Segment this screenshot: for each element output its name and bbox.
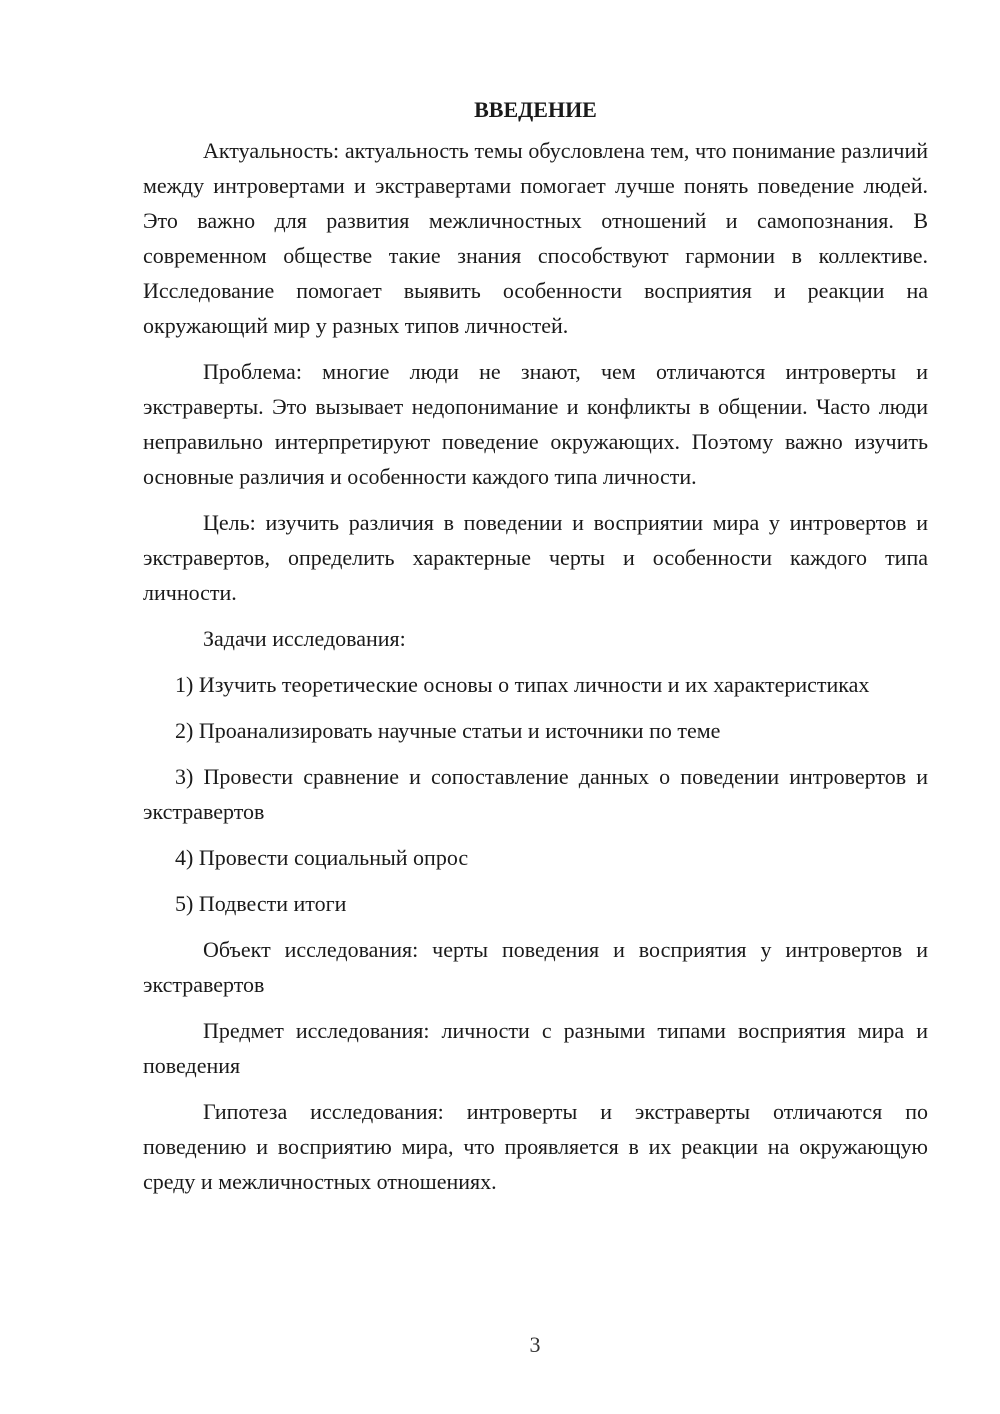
tasks-heading: Задачи исследования: [203,626,406,651]
document-page [143,92,928,1210]
subject-paragraph: Предмет исследования: личности с разными типами восприятия мира и поведения [143,1018,928,1078]
problem-paragraph: Проблема: многие люди не знают, чем отличаются интроверты и экстраверты. Это вызывает недопонимание и конфликты в общении. Часто люди неправильно интерпретируют поведение окружающих. Поэтому важно изучить основные различия и особенности каждого типа личности. [143,359,928,489]
task-item: 3) Провести сравнение и сопоставление данных о поведении интровертов и экстравертов [143,764,928,824]
page-number: 3 [529,1332,541,1357]
relevance-paragraph: Актуальность: актуальность темы обусловлена тем, что понимание различий между интровертами и экстравертами помогает лучше понять поведение людей. Это важно для развития межличностных отношений и самопознания. В современном обществе такие знания способствуют гармонии в коллективе. Исследование помогает выявить особенности восприятия и реакции на окружающий мир у разных типов личностей. [143,138,928,338]
task-item: 2) Проанализировать научные статьи и источники по теме [175,718,721,743]
goal-paragraph: Цель: изучить различия в поведении и восприятии мира у интровертов и экстравертов, определить характерные черты и особенности каждого типа личности. [143,510,928,605]
task-item: 1) Изучить теоретические основы о типах личности и их характеристиках [175,672,870,697]
task-item: 4) Провести социальный опрос [175,845,469,870]
task-item: 5) Подвести итоги [175,891,347,916]
object-paragraph: Объект исследования: черты поведения и восприятия у интровертов и экстравертов [143,937,928,997]
page-title: ВВЕДЕНИЕ [474,97,597,122]
hypothesis-paragraph: Гипотеза исследования: интроверты и экстраверты отличаются по поведению и восприятию мира, что проявляется в их реакции на окружающую среду и межличностных отношениях. [143,1099,928,1194]
